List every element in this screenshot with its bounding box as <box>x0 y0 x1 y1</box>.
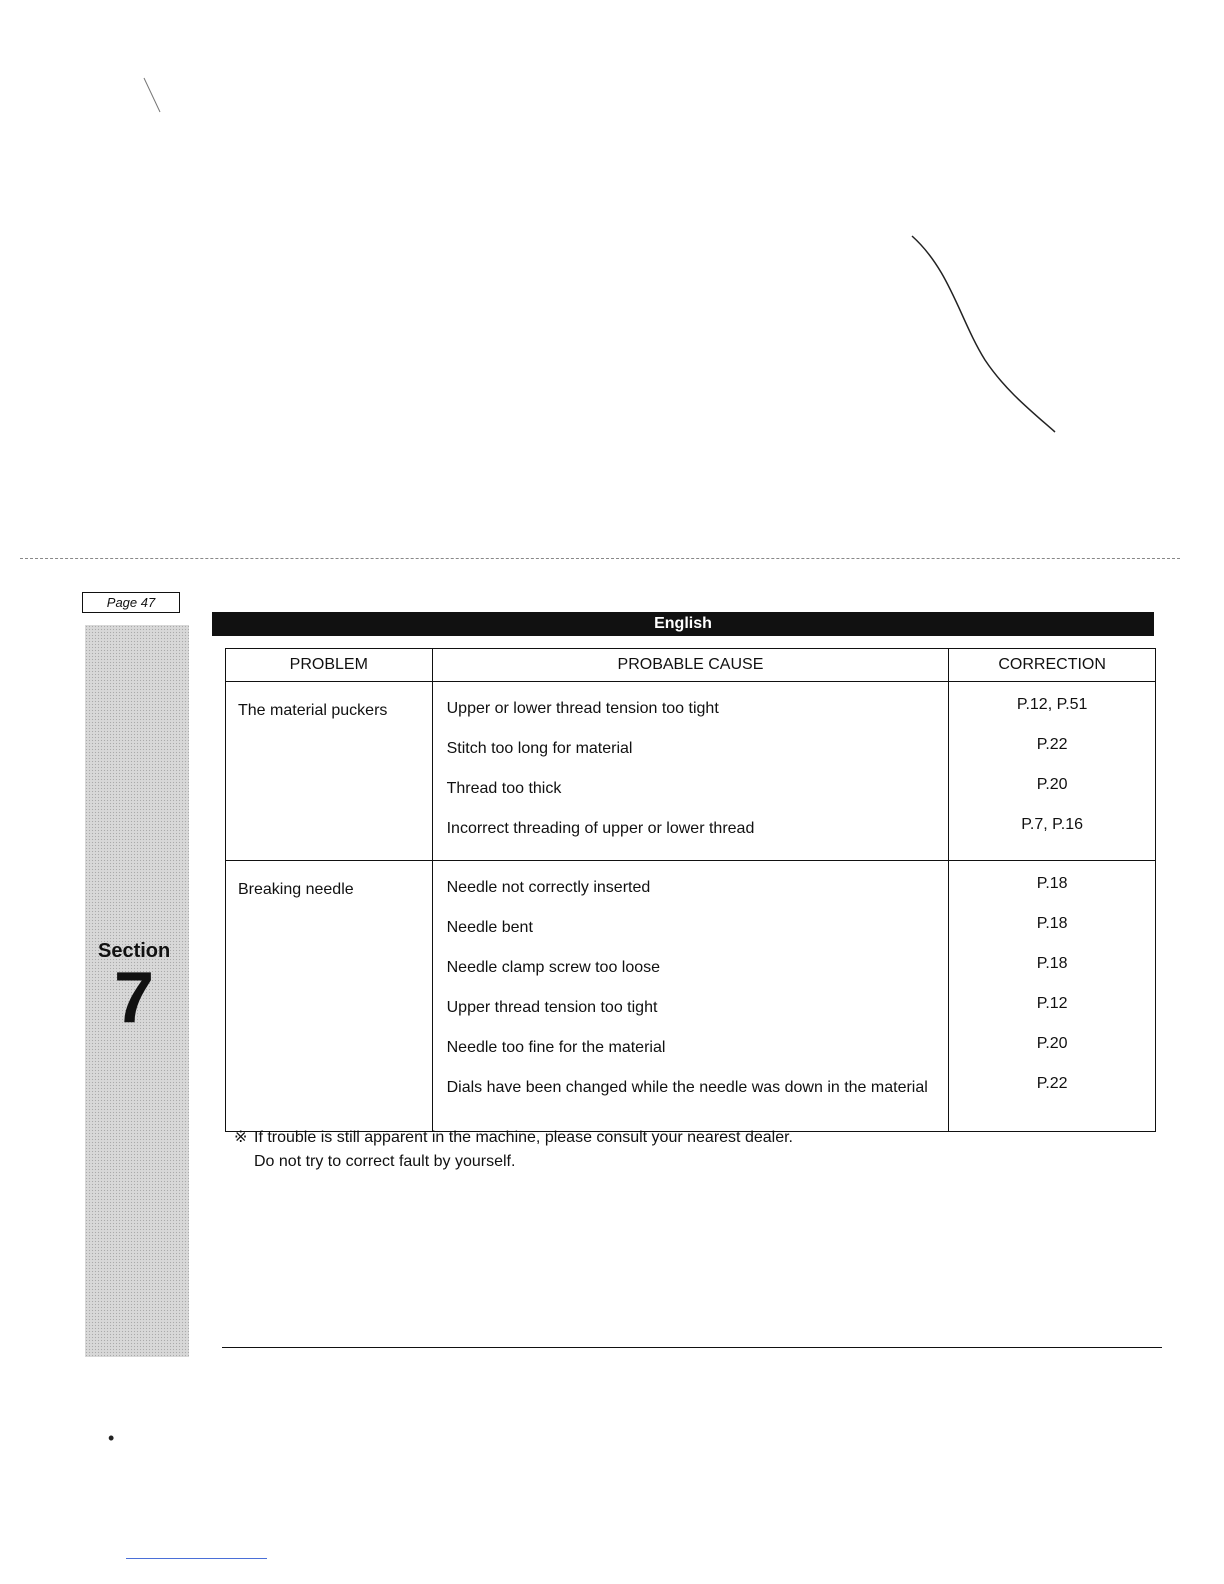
correction-item: P.22 <box>1036 1075 1068 1092</box>
cause-cell <box>432 861 949 1132</box>
correction-item: P.20 <box>1036 1035 1068 1052</box>
table-row <box>226 682 1156 861</box>
problem-cell: The material puckers <box>226 682 433 861</box>
correction-item: P.20 <box>1036 776 1068 793</box>
correction-item: P.18 <box>1036 875 1068 892</box>
cause-item: Needle clamp screw too loose <box>446 959 661 976</box>
cause-item: Upper or lower thread tension too tight <box>446 700 719 717</box>
cause-item: Thread too thick <box>446 780 562 797</box>
note-line-2: Do not try to correct fault by yourself. <box>254 1153 516 1170</box>
correction-item: P.12 <box>1036 995 1068 1012</box>
language-bar: English <box>212 612 1154 636</box>
correction-cell <box>949 861 1156 1132</box>
section-label: Section <box>98 940 171 962</box>
problem-cell: Breaking needle <box>226 861 433 1132</box>
scan-edge-rule <box>20 558 1180 559</box>
bottom-rule <box>222 1347 1162 1348</box>
correction-item: P.7, P.16 <box>1021 816 1083 833</box>
cause-cell <box>432 682 949 861</box>
correction-cell <box>949 682 1156 861</box>
scan-speck-icon: • <box>108 1428 115 1448</box>
correction-item: P.12, P.51 <box>1016 696 1088 713</box>
dealer-note <box>234 1126 793 1174</box>
cause-item: Needle too fine for the material <box>446 1039 666 1056</box>
table-row <box>226 861 1156 1132</box>
correction-item: P.18 <box>1036 915 1068 932</box>
section-number: 7 <box>114 958 155 1038</box>
cause-item: Incorrect threading of upper or lower thread <box>446 820 755 837</box>
page-number-tab: Page 47 <box>82 592 180 613</box>
correction-item: P.18 <box>1036 955 1068 972</box>
cause-item: Needle not correctly inserted <box>446 879 651 896</box>
cause-item: Upper thread tension too tight <box>446 999 658 1016</box>
header-correction: CORRECTION <box>949 649 1156 682</box>
cause-item: Dials have been changed while the needle was down in the material <box>446 1079 928 1096</box>
cause-item: Needle bent <box>446 919 533 936</box>
note-line-1: If trouble is still apparent in the machine, please consult your nearest dealer. <box>254 1129 793 1146</box>
cause-item: Stitch too long for material <box>446 740 633 757</box>
header-probable-cause: PROBABLE CAUSE <box>432 649 949 682</box>
reference-mark-icon: ※ <box>234 1129 248 1146</box>
correction-item: P.22 <box>1036 736 1068 753</box>
table-header-row <box>226 649 1156 682</box>
troubleshooting-table <box>225 648 1156 1132</box>
footer-underline <box>126 1558 267 1559</box>
header-problem: PROBLEM <box>226 649 433 682</box>
